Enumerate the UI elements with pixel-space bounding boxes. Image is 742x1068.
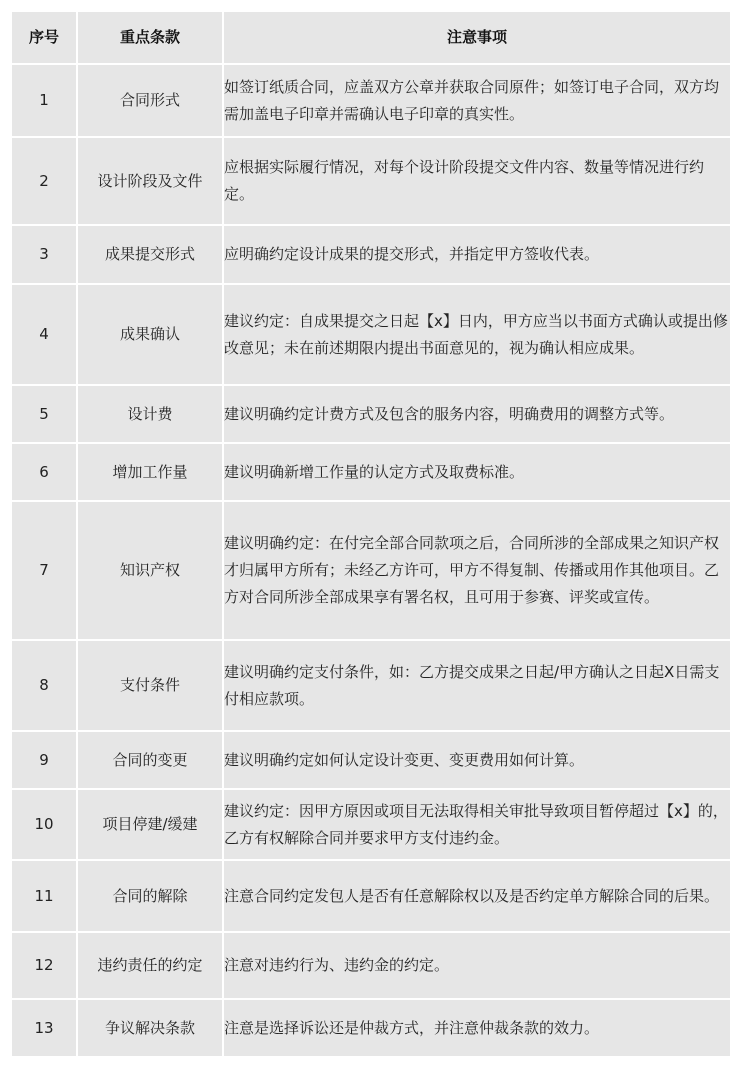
row-note: 建议约定：因甲方原因或项目无法取得相关审批导致项目暂停超过【x】的，乙方有权解除合同并要求甲方支付违约金。	[223, 789, 731, 860]
row-number: 6	[11, 443, 77, 501]
table-row	[11, 731, 731, 789]
row-note: 建议明确约定：在付完全部合同款项之后，合同所涉的全部成果之知识产权才归属甲方所有；未经乙方许可，甲方不得复制、传播或用作其他项目。乙方对合同所涉全部成果享有署名权，且可用于参赛、评奖或宣传。	[223, 501, 731, 640]
row-clause: 增加工作量	[77, 443, 223, 501]
row-clause: 成果提交形式	[77, 225, 223, 284]
table-row	[11, 932, 731, 999]
row-clause: 违约责任的约定	[77, 932, 223, 999]
row-note: 注意是选择诉讼还是仲裁方式，并注意仲裁条款的效力。	[223, 999, 731, 1057]
row-number: 1	[11, 64, 77, 137]
table-row	[11, 501, 731, 640]
header-number: 序号	[11, 11, 77, 64]
row-note: 应根据实际履行情况，对每个设计阶段提交文件内容、数量等情况进行约定。	[223, 137, 731, 225]
header-notes: 注意事项	[223, 11, 731, 64]
row-note: 注意对违约行为、违约金的约定。	[223, 932, 731, 999]
table-row	[11, 284, 731, 385]
row-clause: 成果确认	[77, 284, 223, 385]
table-row	[11, 64, 731, 137]
table-row	[11, 443, 731, 501]
table-row	[11, 789, 731, 860]
row-clause: 争议解决条款	[77, 999, 223, 1057]
row-note: 应明确约定设计成果的提交形式，并指定甲方签收代表。	[223, 225, 731, 284]
row-note: 注意合同约定发包人是否有任意解除权以及是否约定单方解除合同的后果。	[223, 860, 731, 932]
header-clause: 重点条款	[77, 11, 223, 64]
row-clause: 合同的解除	[77, 860, 223, 932]
row-clause: 项目停建/缓建	[77, 789, 223, 860]
table-header-row	[11, 11, 731, 64]
table-row	[11, 999, 731, 1057]
row-clause: 支付条件	[77, 640, 223, 731]
table-row	[11, 225, 731, 284]
row-number: 8	[11, 640, 77, 731]
row-clause: 合同形式	[77, 64, 223, 137]
table-row	[11, 860, 731, 932]
row-note: 建议明确新增工作量的认定方式及取费标准。	[223, 443, 731, 501]
row-number: 10	[11, 789, 77, 860]
contract-clauses-table	[10, 10, 732, 1058]
row-clause: 设计阶段及文件	[77, 137, 223, 225]
row-clause: 知识产权	[77, 501, 223, 640]
row-note: 建议明确约定计费方式及包含的服务内容，明确费用的调整方式等。	[223, 385, 731, 443]
row-number: 11	[11, 860, 77, 932]
row-clause: 合同的变更	[77, 731, 223, 789]
row-number: 7	[11, 501, 77, 640]
row-note: 建议明确约定如何认定设计变更、变更费用如何计算。	[223, 731, 731, 789]
row-number: 4	[11, 284, 77, 385]
row-number: 13	[11, 999, 77, 1057]
row-clause: 设计费	[77, 385, 223, 443]
row-number: 2	[11, 137, 77, 225]
row-note: 如签订纸质合同，应盖双方公章并获取合同原件；如签订电子合同，双方均需加盖电子印章并需确认电子印章的真实性。	[223, 64, 731, 137]
row-number: 3	[11, 225, 77, 284]
row-note: 建议约定：自成果提交之日起【x】日内，甲方应当以书面方式确认或提出修改意见；未在前述期限内提出书面意见的，视为确认相应成果。	[223, 284, 731, 385]
row-number: 9	[11, 731, 77, 789]
row-note: 建议明确约定支付条件，如：乙方提交成果之日起/甲方确认之日起X日需支付相应款项。	[223, 640, 731, 731]
table-row	[11, 385, 731, 443]
row-number: 5	[11, 385, 77, 443]
table-row	[11, 137, 731, 225]
row-number: 12	[11, 932, 77, 999]
table-row	[11, 640, 731, 731]
